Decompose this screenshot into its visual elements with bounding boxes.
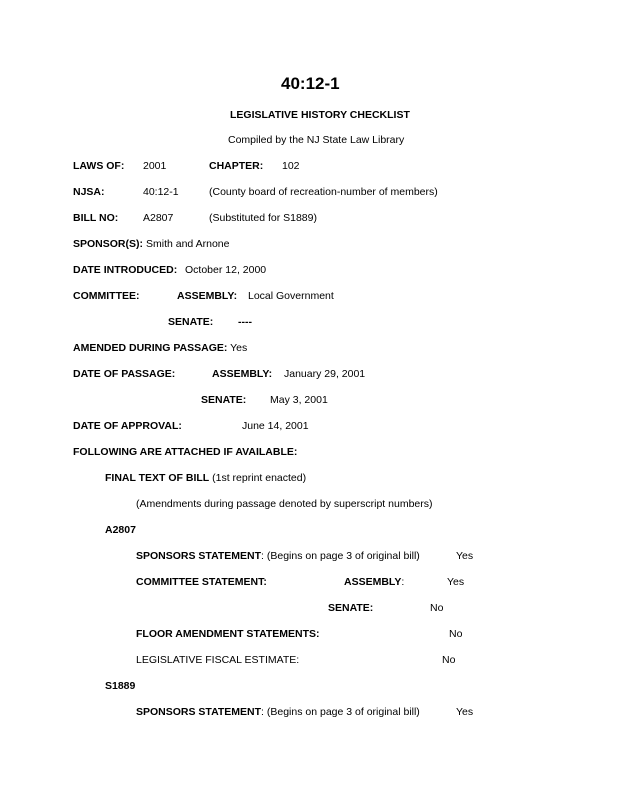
date-introduced-label: DATE INTRODUCED: xyxy=(73,264,178,276)
a2807-assembly-value: Yes xyxy=(447,576,465,588)
passage-senate-label: SENATE: xyxy=(201,394,247,406)
committee-label: COMMITTEE: xyxy=(73,290,140,302)
page-title: 40:12-1 xyxy=(281,74,340,93)
a2807-senate-label: SENATE: xyxy=(328,602,374,614)
s1889-sponsors-statement-label: SPONSORS STATEMENT xyxy=(136,706,262,718)
sponsors-value: Smith and Arnone xyxy=(146,238,230,250)
date-of-approval-value: June 14, 2001 xyxy=(242,420,309,432)
s1889-sponsors-statement-value: Yes xyxy=(456,706,474,718)
a2807-assembly-row xyxy=(344,576,404,589)
amendments-note: (Amendments during passage denoted by superscript numbers) xyxy=(136,498,433,510)
committee-senate-label: SENATE: xyxy=(168,316,214,328)
committee-senate-value: ---- xyxy=(238,316,252,328)
a2807-committee-statement-label: COMMITTEE STATEMENT: xyxy=(136,576,267,588)
committee-assembly-value: Local Government xyxy=(248,290,334,302)
a2807-sponsors-statement-row xyxy=(136,550,420,563)
s1889-sponsors-statement-note: : (Begins on page 3 of original bill) xyxy=(261,706,420,718)
sponsors-label: SPONSOR(S): xyxy=(73,238,144,250)
laws-of-label: LAWS OF: xyxy=(73,160,125,172)
committee-assembly-label: ASSEMBLY: xyxy=(177,290,238,302)
bill-no-value: A2807 xyxy=(143,212,174,224)
a2807-fiscal-estimate-label: LEGISLATIVE FISCAL ESTIMATE: xyxy=(136,654,300,666)
a2807-sponsors-statement-label: SPONSORS STATEMENT xyxy=(136,550,262,562)
attachments-heading: FOLLOWING ARE ATTACHED IF AVAILABLE: xyxy=(73,446,298,458)
passage-senate-value: May 3, 2001 xyxy=(270,394,328,406)
s1889-heading: S1889 xyxy=(105,680,136,692)
a2807-assembly-colon: : xyxy=(401,576,405,588)
date-of-passage-label: DATE OF PASSAGE: xyxy=(73,368,176,380)
amended-value: Yes xyxy=(230,342,248,354)
chapter-value: 102 xyxy=(282,160,300,172)
a2807-senate-value: No xyxy=(430,602,444,614)
njsa-label: NJSA: xyxy=(73,186,105,198)
njsa-description: (County board of recreation-number of members) xyxy=(209,186,438,198)
final-text-row xyxy=(105,472,306,485)
bill-substitution-note: (Substituted for S1889) xyxy=(209,212,317,224)
passage-assembly-value: January 29, 2001 xyxy=(284,368,366,380)
final-text-label: FINAL TEXT OF BILL xyxy=(105,472,210,484)
compiled-by: Compiled by the NJ State Law Library xyxy=(228,134,405,146)
a2807-heading: A2807 xyxy=(105,524,136,536)
a2807-sponsors-statement-value: Yes xyxy=(456,550,474,562)
date-of-approval-label: DATE OF APPROVAL: xyxy=(73,420,182,432)
amended-row xyxy=(73,342,247,355)
laws-of-value: 2001 xyxy=(143,160,167,172)
checklist-heading: LEGISLATIVE HISTORY CHECKLIST xyxy=(230,109,410,121)
a2807-floor-amendment-value: No xyxy=(449,628,463,640)
a2807-sponsors-statement-note: : (Begins on page 3 of original bill) xyxy=(261,550,420,562)
s1889-sponsors-statement-row xyxy=(136,706,420,719)
final-text-note: (1st reprint enacted) xyxy=(212,472,307,484)
a2807-assembly-label: ASSEMBLY xyxy=(344,576,402,588)
a2807-floor-amendment-label: FLOOR AMENDMENT STATEMENTS: xyxy=(136,628,320,640)
a2807-fiscal-estimate-value: No xyxy=(442,654,456,666)
chapter-label: CHAPTER: xyxy=(209,160,264,172)
njsa-value: 40:12-1 xyxy=(143,186,179,198)
passage-assembly-label: ASSEMBLY: xyxy=(212,368,273,380)
amended-label: AMENDED DURING PASSAGE: xyxy=(73,342,228,354)
bill-no-label: BILL NO: xyxy=(73,212,119,224)
date-introduced-value: October 12, 2000 xyxy=(185,264,267,276)
